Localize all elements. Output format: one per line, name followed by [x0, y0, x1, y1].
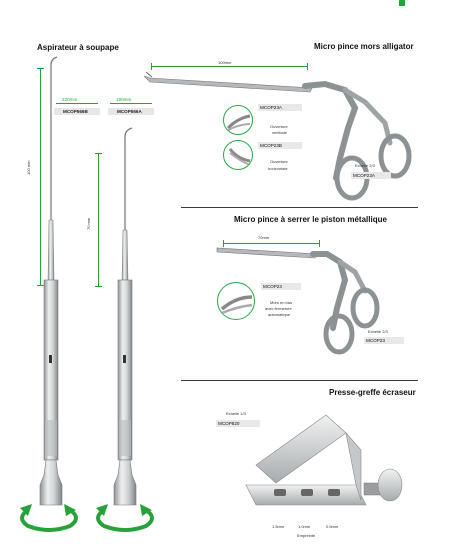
- alligator-detail-circle-2: [223, 140, 253, 170]
- crusher-dim-1: 1.5mm: [272, 524, 285, 529]
- alligator-detail-circle-1: [223, 105, 253, 135]
- alligator-scale-label: Echelle 2/3: [355, 163, 375, 168]
- piston-desc-1: Mors en bas: [270, 300, 293, 305]
- size-length-1: 220mm: [62, 97, 78, 102]
- crusher-caption: Empreinte: [297, 533, 316, 538]
- piston-ref: MCOP23: [261, 283, 301, 290]
- size-length-2: 190mm: [116, 97, 132, 102]
- crusher-scale-label: Echelle 1/3: [226, 411, 246, 416]
- rotate-arrow-icon: [90, 498, 160, 534]
- alligator-scale-ref: MCOP23A: [351, 172, 391, 179]
- piston-scale-ref: MCOP23: [364, 337, 404, 344]
- piston-scale-label: Echelle 2/3: [368, 329, 388, 334]
- piston-detail-circle: [217, 282, 255, 320]
- section-divider-2: [181, 380, 418, 381]
- corner-mark-icon: [399, 0, 405, 6]
- piston-desc-3: automatique: [268, 312, 291, 317]
- piston-dimension: 70mm: [258, 235, 270, 240]
- alligator-dim-line: [151, 66, 308, 67]
- crusher-dim-3: 0.5mm: [326, 524, 339, 529]
- section-divider-1: [181, 207, 418, 208]
- alligator-title: Micro pince mors alligator: [314, 42, 414, 51]
- crusher-ref: MCOP820: [216, 420, 260, 427]
- alligator-dimension: 100mm: [218, 60, 232, 65]
- alligator-forceps-illustration: [140, 68, 420, 203]
- alligator-option-2-desc-2: horizontale: [268, 166, 288, 171]
- crusher-dim-2: 1.0mm: [298, 524, 311, 529]
- alligator-option-1-desc-2: verticale: [272, 130, 287, 135]
- piston-dim-line: [223, 243, 320, 244]
- alligator-option-2-ref: MCOP23B: [258, 142, 302, 149]
- dim-label-short: 70 mm: [86, 217, 91, 230]
- aspirator-title: Aspirateur à soupape: [37, 43, 119, 52]
- ref-label-2: MCOP566A: [117, 109, 142, 114]
- alligator-option-1-desc-1: Ouverture: [270, 124, 288, 129]
- ref-label-1: MCOP566B: [63, 109, 88, 114]
- rotate-arrow-icon: [14, 498, 84, 534]
- alligator-option-2-desc-1: Ouverture: [270, 159, 288, 164]
- crusher-title: Presse-greffe écraseur: [329, 388, 416, 397]
- alligator-option-1-ref: MCOP23A: [258, 104, 302, 111]
- dim-label-tall: 100 mm: [26, 160, 31, 175]
- piston-title: Micro pince à serrer le piston métallique: [234, 215, 387, 224]
- crusher-illustration: [236, 405, 426, 520]
- piston-desc-2: avec fermeture: [265, 306, 292, 311]
